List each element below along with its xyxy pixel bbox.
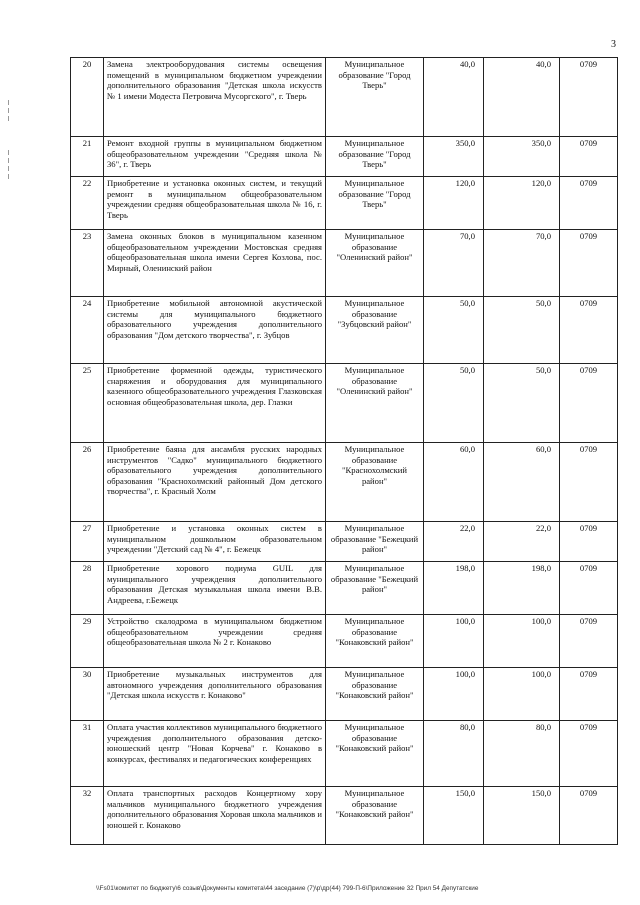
row-budget-code: 0709 — [560, 177, 618, 230]
row-amount-1: 198,0 — [424, 562, 484, 615]
row-budget-code: 0709 — [560, 137, 618, 177]
row-budget-code: 0709 — [560, 522, 618, 562]
row-description: Приобретение хорового подиума GUIL для муниципального учреждения дополнительного образования Детская музыкальная школа имени В.В. Андреева, г.Бежецк — [104, 562, 326, 615]
row-budget-code: 0709 — [560, 787, 618, 845]
allocation-table — [70, 57, 618, 845]
row-amount-2: 100,0 — [484, 615, 560, 668]
row-amount-1: 100,0 — [424, 615, 484, 668]
row-number: 29 — [71, 615, 104, 668]
table-row — [71, 668, 618, 721]
row-description: Приобретение форменной одежды, туристического снаряжения и оборудования для муниципального казенного общеобразовательного учреждения Глазковская основная общеобразовательная школа, дер. Глазки — [104, 364, 326, 443]
row-recipient: Муниципальное образование "Зубцовский район" — [326, 297, 424, 364]
row-description: Оплата транспортных расходов Концертному хору мальчиков муниципального бюджетного учреждения дополнительного образования Хоровая школа мальчиков и юношей г. Конаково — [104, 787, 326, 845]
row-number: 27 — [71, 522, 104, 562]
row-budget-code: 0709 — [560, 364, 618, 443]
row-description: Приобретение баяна для ансамбля русских народных инструментов "Садко" муниципального бюджетного образовательного учреждения дополнительного образования "Краснохолмский районный Дом детского творчества", г. Красный Холм — [104, 443, 326, 522]
row-recipient: Муниципальное образование "Город Тверь" — [326, 58, 424, 137]
row-amount-1: 40,0 — [424, 58, 484, 137]
row-amount-2: 350,0 — [484, 137, 560, 177]
table-row — [71, 177, 618, 230]
table-row — [71, 562, 618, 615]
row-amount-1: 22,0 — [424, 522, 484, 562]
table-row — [71, 230, 618, 297]
file-path-footer: \\Fs01\комитет по бюджету\6 созыв\Документы комитета\44 заседание (7)\р\др(44) 799-П-6\Приложение 32 Прил 54 Депутатские — [96, 885, 479, 892]
row-recipient: Муниципальное образование "Конаковский район" — [326, 721, 424, 787]
row-recipient: Муниципальное образование "Бежецкий район" — [326, 522, 424, 562]
row-number: 32 — [71, 787, 104, 845]
row-amount-2: 198,0 — [484, 562, 560, 615]
row-amount-2: 70,0 — [484, 230, 560, 297]
page-number: 3 — [611, 39, 616, 50]
row-budget-code: 0709 — [560, 562, 618, 615]
row-number: 24 — [71, 297, 104, 364]
row-amount-2: 50,0 — [484, 364, 560, 443]
table-row — [71, 443, 618, 522]
row-description: Замена оконных блоков в муниципальном казенном общеобразовательном учреждении Мостовская средняя общеобразовательная школа имени Сергея Козлова, пос. Мирный, Оленинский район — [104, 230, 326, 297]
row-amount-2: 40,0 — [484, 58, 560, 137]
row-recipient: Муниципальное образование "Конаковский район" — [326, 615, 424, 668]
row-budget-code: 0709 — [560, 230, 618, 297]
row-recipient: Муниципальное образование "Город Тверь" — [326, 177, 424, 230]
row-description: Замена электрооборудования системы освещения помещений в муниципальном бюджетном учреждении дополнительного образования "Детская школа искусств № 1 имени Модеста Петровича Мусоргского", г. Тверь — [104, 58, 326, 137]
row-description: Приобретение и установка оконных систем в муниципальном дошкольном образовательном учреждении "Детский сад № 4", г. Бежецк — [104, 522, 326, 562]
table-row — [71, 137, 618, 177]
row-amount-2: 100,0 — [484, 668, 560, 721]
row-number: 28 — [71, 562, 104, 615]
row-description: Оплата участия коллективов муниципального бюджетного учреждения дополнительного образования детско-юношеский центр "Новая Корчева" г. Конаково в конкурсах, фестивалях и педагогических конференциях — [104, 721, 326, 787]
row-recipient: Муниципальное образование "Конаковский район" — [326, 668, 424, 721]
row-amount-1: 50,0 — [424, 364, 484, 443]
row-amount-1: 150,0 — [424, 787, 484, 845]
row-budget-code: 0709 — [560, 668, 618, 721]
table-row — [71, 364, 618, 443]
row-amount-2: 150,0 — [484, 787, 560, 845]
table-row — [71, 721, 618, 787]
row-amount-1: 120,0 — [424, 177, 484, 230]
row-budget-code: 0709 — [560, 721, 618, 787]
row-recipient: Муниципальное образование "Бежецкий район" — [326, 562, 424, 615]
row-description: Ремонт входной группы в муниципальном бюджетном общеобразовательном учреждении "Средняя школа № 36", г. Тверь — [104, 137, 326, 177]
row-amount-2: 22,0 — [484, 522, 560, 562]
table-row — [71, 615, 618, 668]
row-amount-1: 50,0 — [424, 297, 484, 364]
row-amount-1: 80,0 — [424, 721, 484, 787]
row-budget-code: 0709 — [560, 58, 618, 137]
row-amount-2: 80,0 — [484, 721, 560, 787]
row-description: Устройство скалодрома в муниципальном бюджетном общеобразовательном учреждении средняя общеобразовательная школа № 2 г. Конаково — [104, 615, 326, 668]
table-row — [71, 58, 618, 137]
row-amount-1: 350,0 — [424, 137, 484, 177]
row-number: 31 — [71, 721, 104, 787]
row-description: Приобретение и установка оконных систем, и текущий ремонт в муниципальном общеобразовательном учреждении средняя общеобразовательная школа № 16, г. Тверь — [104, 177, 326, 230]
table-row — [71, 787, 618, 845]
row-amount-1: 70,0 — [424, 230, 484, 297]
row-number: 23 — [71, 230, 104, 297]
row-amount-1: 60,0 — [424, 443, 484, 522]
row-recipient: Муниципальное образование "Город Тверь" — [326, 137, 424, 177]
table-row — [71, 297, 618, 364]
row-number: 20 — [71, 58, 104, 137]
binding-marks — [8, 150, 11, 182]
table-row — [71, 522, 618, 562]
row-amount-2: 120,0 — [484, 177, 560, 230]
row-number: 22 — [71, 177, 104, 230]
row-budget-code: 0709 — [560, 443, 618, 522]
row-number: 26 — [71, 443, 104, 522]
row-recipient: Муниципальное образование "Конаковский район" — [326, 787, 424, 845]
row-budget-code: 0709 — [560, 297, 618, 364]
row-description: Приобретение музыкальных инструментов для автономного учреждения дополнительного образования "Детская школа искусств г. Конаково" — [104, 668, 326, 721]
row-recipient: Муниципальное образование "Оленинский район" — [326, 230, 424, 297]
row-recipient: Муниципальное образование "Краснохолмский район" — [326, 443, 424, 522]
row-number: 21 — [71, 137, 104, 177]
row-amount-2: 50,0 — [484, 297, 560, 364]
row-description: Приобретение мобильной автономной акустической системы для муниципального бюджетного образовательного учреждения дополнительного образования "Дом детского творчества", г. Зубцов — [104, 297, 326, 364]
binding-marks — [8, 100, 11, 124]
row-number: 30 — [71, 668, 104, 721]
row-amount-2: 60,0 — [484, 443, 560, 522]
row-recipient: Муниципальное образование "Оленинский район" — [326, 364, 424, 443]
row-amount-1: 100,0 — [424, 668, 484, 721]
row-budget-code: 0709 — [560, 615, 618, 668]
row-number: 25 — [71, 364, 104, 443]
